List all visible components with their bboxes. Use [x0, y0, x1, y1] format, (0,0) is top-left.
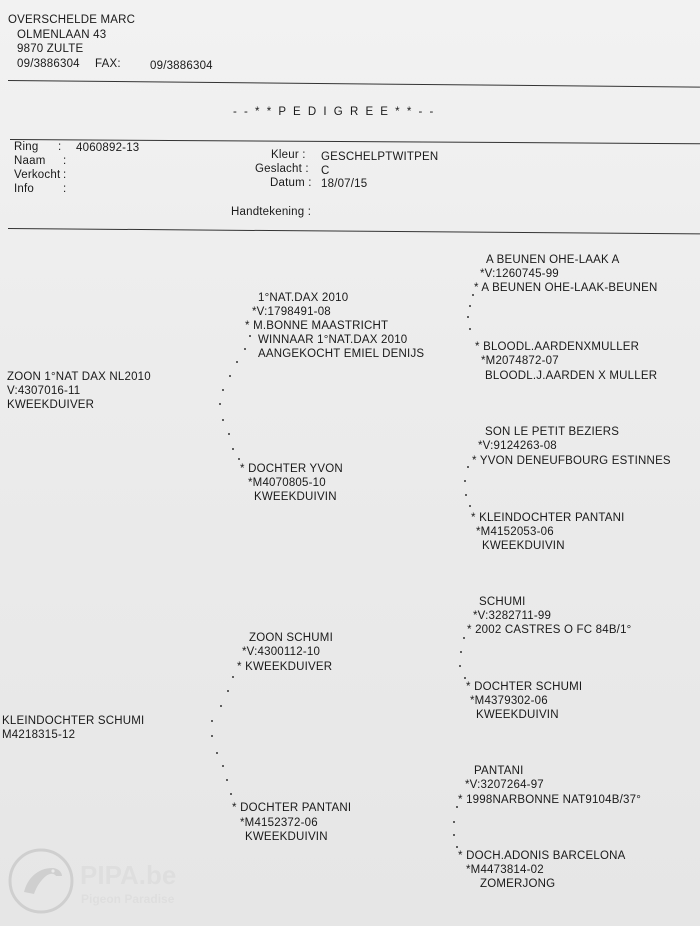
connector-dot	[230, 793, 232, 795]
dd-line: *M4152372-06	[240, 817, 318, 829]
connector-dot	[236, 361, 238, 363]
dds-line: *V:3207264-97	[465, 779, 544, 791]
breeder-phone: 09/3886304	[17, 58, 80, 70]
page-title: - - * * P E D I G R E E * * - -	[233, 106, 436, 118]
ss-line: *V:1798491-08	[252, 306, 331, 318]
geslacht-label: Geslacht :	[255, 163, 309, 175]
connector-dot	[222, 389, 224, 391]
connector-dot	[211, 720, 213, 722]
dss-line: SCHUMI	[479, 596, 526, 608]
ss-line: AANGEKOCHT EMIEL DENIJS	[258, 348, 425, 360]
dds-line: * 1998NARBONNE NAT9104B/37°	[458, 794, 642, 806]
handtekening-label: Handtekening :	[231, 206, 312, 218]
connector-dot	[467, 316, 469, 318]
connector-dot	[465, 494, 467, 496]
dsd-line: * DOCHTER SCHUMI	[466, 681, 583, 693]
connector-dot	[456, 846, 458, 848]
connector-dot	[472, 294, 474, 296]
fax-label: FAX:	[95, 58, 121, 70]
connector-dot	[453, 834, 455, 836]
dss-line: * 2002 CASTRES O FC 84B/1°	[467, 624, 632, 636]
connector-dot	[232, 676, 234, 678]
connector-dot	[469, 305, 471, 307]
ssd-line: *M2074872-07	[481, 355, 559, 367]
connector-dot	[469, 328, 471, 330]
watermark-tagline: Pigeon Paradise	[81, 892, 175, 906]
ss-line: * M.BONNE MAASTRICHT	[245, 320, 389, 332]
breeder-street: OLMENLAAN 43	[17, 29, 107, 41]
sd-line: KWEEKDUIVIN	[254, 491, 337, 503]
geslacht-value: C	[321, 165, 330, 177]
sdd-line: *M4152053-06	[476, 526, 554, 538]
ss-line: WINNAAR 1°NAT.DAX 2010	[258, 334, 408, 346]
connector-dot	[469, 505, 471, 507]
connector-dot	[229, 375, 231, 377]
connector-dot	[464, 677, 466, 679]
sire-line: ZOON 1°NAT DAX NL2010	[7, 371, 151, 383]
connector-dot	[460, 651, 462, 653]
sd-line: *M4070805-10	[248, 477, 326, 489]
sss-line: * A BEUNEN OHE-LAAK-BEUNEN	[474, 282, 658, 294]
sss-line: A BEUNEN OHE-LAAK A	[486, 254, 620, 266]
connector-dot	[459, 665, 461, 667]
connector-dot	[249, 335, 251, 337]
connector-dot	[227, 690, 229, 692]
ring-label: Ring	[14, 141, 39, 153]
info-sep: :	[63, 183, 67, 195]
connector-dot	[222, 419, 224, 421]
connector-dot	[463, 637, 465, 639]
naam-sep: :	[63, 155, 67, 167]
connector-dot	[244, 348, 246, 350]
ring-value: 4060892-13	[76, 142, 140, 154]
dam-line: M4218315-12	[2, 729, 76, 741]
connector-dot	[211, 735, 213, 737]
datum-value: 18/07/15	[321, 178, 368, 190]
ssd-line: BLOODL.J.AARDEN X MULLER	[485, 370, 658, 382]
sds-line: *V:9124263-08	[478, 440, 557, 452]
dss-line: *V:3282711-99	[473, 610, 552, 622]
pigeon-logo-icon	[6, 846, 76, 916]
breeder-city: 9870 ZULTE	[17, 43, 84, 55]
connector-dot	[222, 765, 224, 767]
ring-sep: :	[58, 141, 62, 153]
dsd-line: *M4379302-06	[470, 695, 548, 707]
dam-line: KLEINDOCHTER SCHUMI	[2, 715, 145, 727]
connector-dot	[228, 433, 230, 435]
kleur-value: GESCHELPTWITPEN	[321, 151, 439, 163]
connector-dot	[220, 705, 222, 707]
naam-label: Naam	[14, 155, 46, 167]
connector-dot	[453, 821, 455, 823]
divider-line	[8, 80, 700, 88]
verkocht-label: Verkocht	[14, 169, 61, 181]
ddd-line: * DOCH.ADONIS BARCELONA	[458, 850, 626, 862]
ddd-line: *M4473814-02	[466, 864, 544, 876]
ds-line: ZOON SCHUMI	[249, 632, 333, 644]
ds-line: *V:4300112-10	[242, 646, 321, 658]
sdd-line: * KLEINDOCHTER PANTANI	[471, 512, 625, 524]
ds-line: * KWEEKDUIVER	[237, 661, 333, 673]
dds-line: PANTANI	[474, 765, 524, 777]
connector-dot	[219, 403, 221, 405]
sd-line: * DOCHTER YVON	[240, 463, 343, 475]
sss-line: *V:1260745-99	[480, 268, 559, 280]
ss-line: 1°NAT.DAX 2010	[258, 292, 349, 304]
verkocht-sep: :	[63, 169, 67, 181]
dsd-line: KWEEKDUIVIN	[476, 709, 559, 721]
connector-dot	[216, 752, 218, 754]
ddd-line: ZOMERJONG	[480, 878, 556, 890]
connector-dot	[232, 448, 234, 450]
divider-line	[8, 228, 700, 234]
connector-dot	[464, 480, 466, 482]
pipa-watermark	[6, 846, 206, 916]
ssd-line: * BLOODL.AARDENXMULLER	[475, 341, 640, 353]
info-label: Info	[14, 183, 34, 195]
breeder-name: OVERSCHELDE MARC	[8, 14, 136, 26]
watermark-brand: PIPA.be	[80, 860, 177, 890]
datum-label: Datum :	[270, 177, 312, 189]
sds-line: * YVON DENEUFBOURG ESTINNES	[472, 455, 671, 467]
dd-line: KWEEKDUIVIN	[245, 831, 328, 843]
connector-dot	[456, 806, 458, 808]
connector-dot	[467, 466, 469, 468]
dd-line: * DOCHTER PANTANI	[232, 802, 352, 814]
fax-number: 09/3886304	[150, 60, 213, 72]
kleur-label: Kleur :	[271, 149, 306, 161]
sire-line: KWEEKDUIVER	[7, 399, 95, 411]
sdd-line: KWEEKDUIVIN	[482, 540, 565, 552]
sds-line: SON LE PETIT BEZIERS	[485, 426, 620, 438]
connector-dot	[238, 458, 240, 460]
sire-line: V:4307016-11	[7, 385, 81, 397]
connector-dot	[226, 779, 228, 781]
